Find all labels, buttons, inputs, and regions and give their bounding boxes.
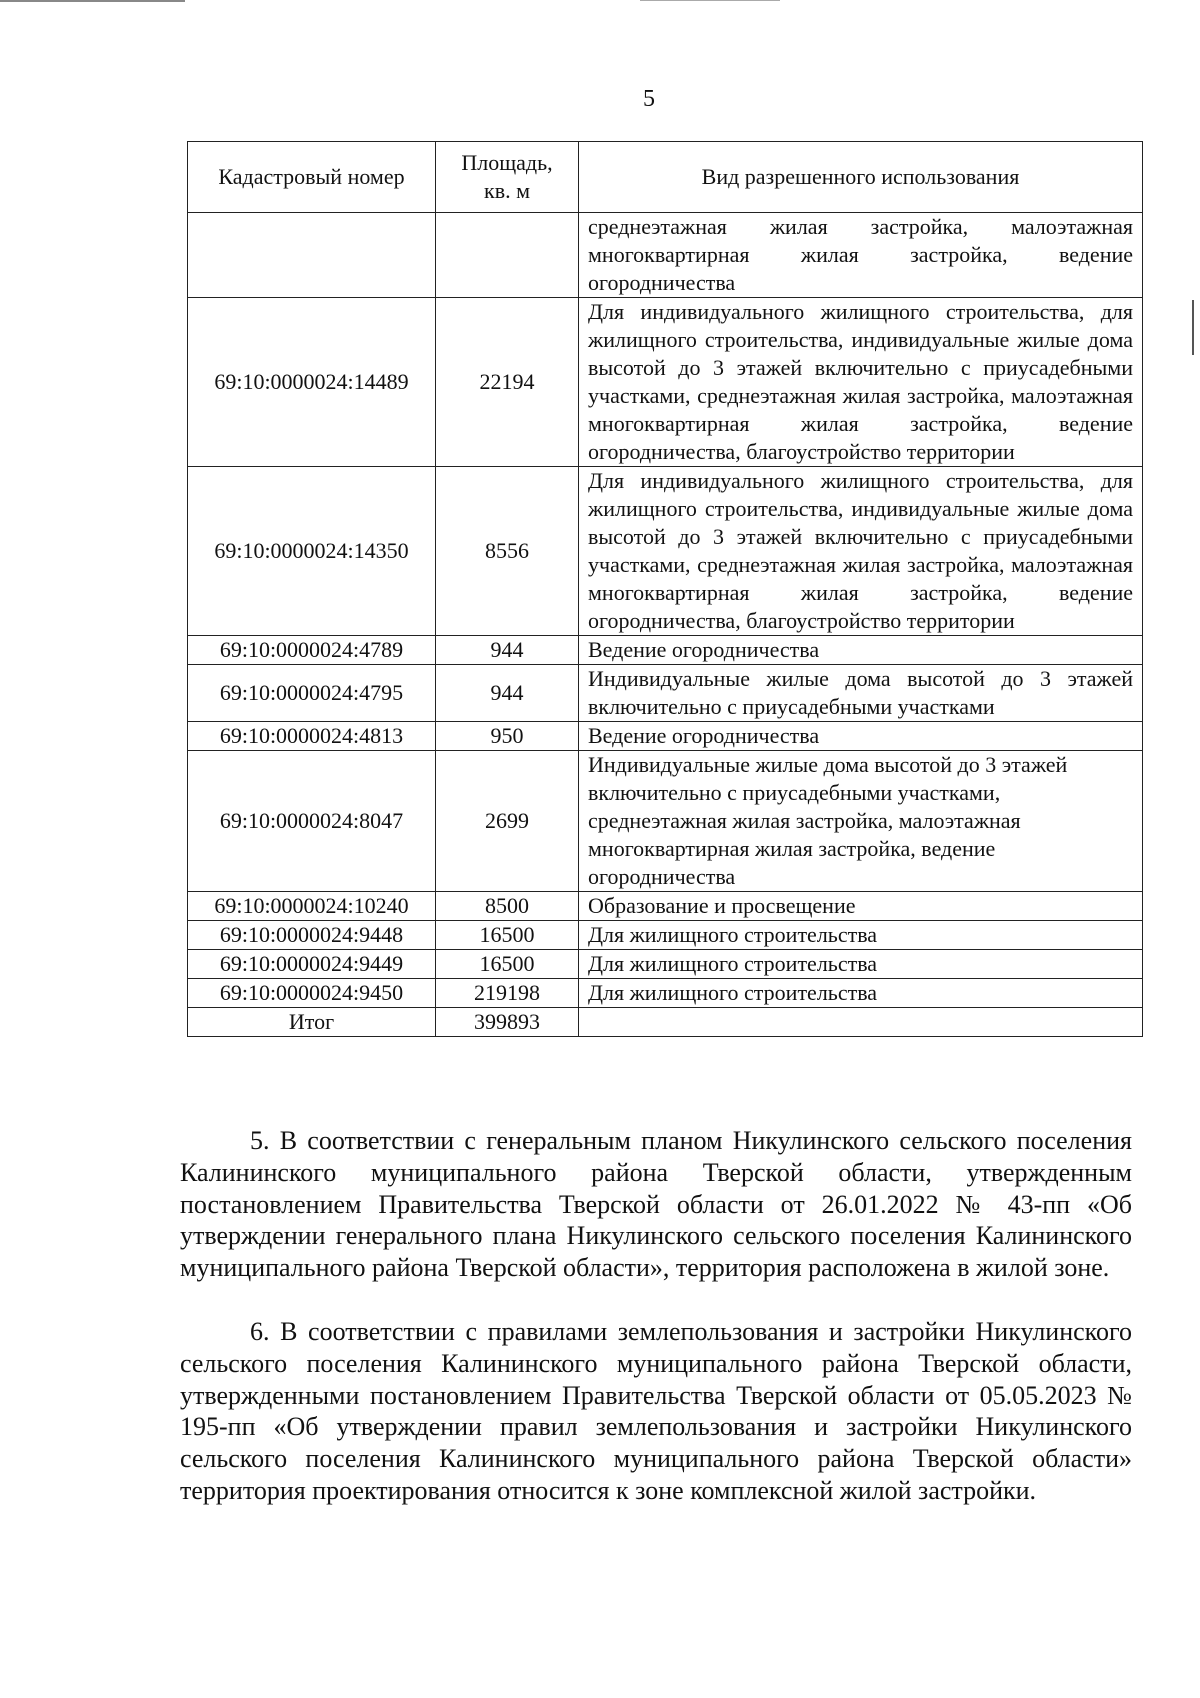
use-cell: Ведение огородничества bbox=[579, 722, 1143, 751]
use-cell: Ведение огородничества bbox=[579, 636, 1143, 665]
use-cell: Для индивидуального жилищного строительства, для жилищного строительства, индивидуальные жилые дома высотой до 3 этажей включительно с приусадебными участками, среднеэтажная жилая застройка, малоэтажная многоквартирная жилая застройка, ведение огородничества, благоустройство территории bbox=[579, 467, 1143, 636]
cadastral-cell: 69:10:0000024:4789 bbox=[188, 636, 436, 665]
table-row bbox=[188, 636, 1143, 665]
page-number: 5 bbox=[643, 86, 655, 112]
area-cell: 8556 bbox=[436, 467, 579, 636]
scan-edge-mark bbox=[640, 0, 780, 1]
table-row bbox=[188, 751, 1143, 892]
use-cell: Индивидуальные жилые дома высотой до 3 этажей включительно с приусадебными участками, среднеэтажная жилая застройка, малоэтажная многоквартирная жилая застройка, ведение огородничества bbox=[579, 751, 1143, 892]
table-row bbox=[188, 950, 1143, 979]
table-row bbox=[188, 921, 1143, 950]
table-row bbox=[188, 979, 1143, 1008]
header-area-line1: Площадь, bbox=[461, 150, 553, 175]
area-cell: 16500 bbox=[436, 921, 579, 950]
area-cell: 16500 bbox=[436, 950, 579, 979]
header-use: Вид разрешенного использования bbox=[579, 142, 1143, 213]
table-row bbox=[188, 722, 1143, 751]
scan-edge-mark bbox=[1192, 300, 1194, 355]
use-cell: Для индивидуального жилищного строительства, для жилищного строительства, индивидуальные жилые дома высотой до 3 этажей включительно с приусадебными участками, среднеэтажная жилая застройка, малоэтажная многоквартирная жилая застройка, ведение огородничества, благоустройство территории bbox=[579, 298, 1143, 467]
area-cell bbox=[436, 213, 579, 298]
area-cell: 8500 bbox=[436, 892, 579, 921]
total-row bbox=[188, 1008, 1143, 1037]
cadastral-cell bbox=[188, 213, 436, 298]
cadastral-cell: 69:10:0000024:14350 bbox=[188, 467, 436, 636]
area-cell: 950 bbox=[436, 722, 579, 751]
cadastral-cell: 69:10:0000024:9450 bbox=[188, 979, 436, 1008]
area-cell: 944 bbox=[436, 665, 579, 722]
total-area: 399893 bbox=[436, 1008, 579, 1037]
table-header-row bbox=[188, 142, 1143, 213]
cadastral-cell: 69:10:0000024:14489 bbox=[188, 298, 436, 467]
header-cadastral: Кадастровый номер bbox=[188, 142, 436, 213]
area-cell: 944 bbox=[436, 636, 579, 665]
use-cell: Индивидуальные жилые дома высотой до 3 этажей включительно с приусадебными участками bbox=[579, 665, 1143, 722]
use-cell: среднеэтажная жилая застройка, малоэтажная многоквартирная жилая застройка, ведение огородничества bbox=[579, 213, 1143, 298]
use-cell: Для жилищного строительства bbox=[579, 950, 1143, 979]
area-cell: 2699 bbox=[436, 751, 579, 892]
table-row bbox=[188, 298, 1143, 467]
use-cell: Образование и просвещение bbox=[579, 892, 1143, 921]
cadastral-cell: 69:10:0000024:10240 bbox=[188, 892, 436, 921]
header-area-line2: кв. м bbox=[484, 178, 530, 203]
use-cell: Для жилищного строительства bbox=[579, 979, 1143, 1008]
total-label: Итог bbox=[188, 1008, 436, 1037]
paragraph-6: 6. В соответствии с правилами землепользования и застройки Никулинского сельского поселения Калининского муниципального района Тверской области, утвержденными постановлением Правительства Тверской области от 05.05.2023 № 195-пп «Об утверждении правил землепользования и застройки Никулинского сельского поселения Калининского муниципального района Тверской области» территория проектирования относится к зоне комплексной жилой застройки. bbox=[180, 1317, 1132, 1505]
land-plots-table bbox=[187, 141, 1143, 1037]
header-area bbox=[436, 142, 579, 213]
total-use-empty bbox=[579, 1008, 1143, 1037]
area-cell: 219198 bbox=[436, 979, 579, 1008]
scan-edge-mark bbox=[0, 0, 185, 2]
cadastral-cell: 69:10:0000024:8047 bbox=[188, 751, 436, 892]
cadastral-cell: 69:10:0000024:4813 bbox=[188, 722, 436, 751]
paragraph-5: 5. В соответствии с генеральным планом Никулинского сельского поселения Калининского муниципального района Тверской области, утвержденным постановлением Правительства Тверской области от 26.01.2022 № 43-пп «Об утверждении генерального плана Никулинского сельского поселения Калининского муниципального района Тверской области», территория расположена в жилой зоне. bbox=[180, 1126, 1132, 1283]
cadastral-cell: 69:10:0000024:4795 bbox=[188, 665, 436, 722]
table-row bbox=[188, 213, 1143, 298]
cadastral-cell: 69:10:0000024:9449 bbox=[188, 950, 436, 979]
area-cell: 22194 bbox=[436, 298, 579, 467]
table-row bbox=[188, 892, 1143, 921]
table-row bbox=[188, 467, 1143, 636]
use-cell: Для жилищного строительства bbox=[579, 921, 1143, 950]
cadastral-cell: 69:10:0000024:9448 bbox=[188, 921, 436, 950]
table-row bbox=[188, 665, 1143, 722]
